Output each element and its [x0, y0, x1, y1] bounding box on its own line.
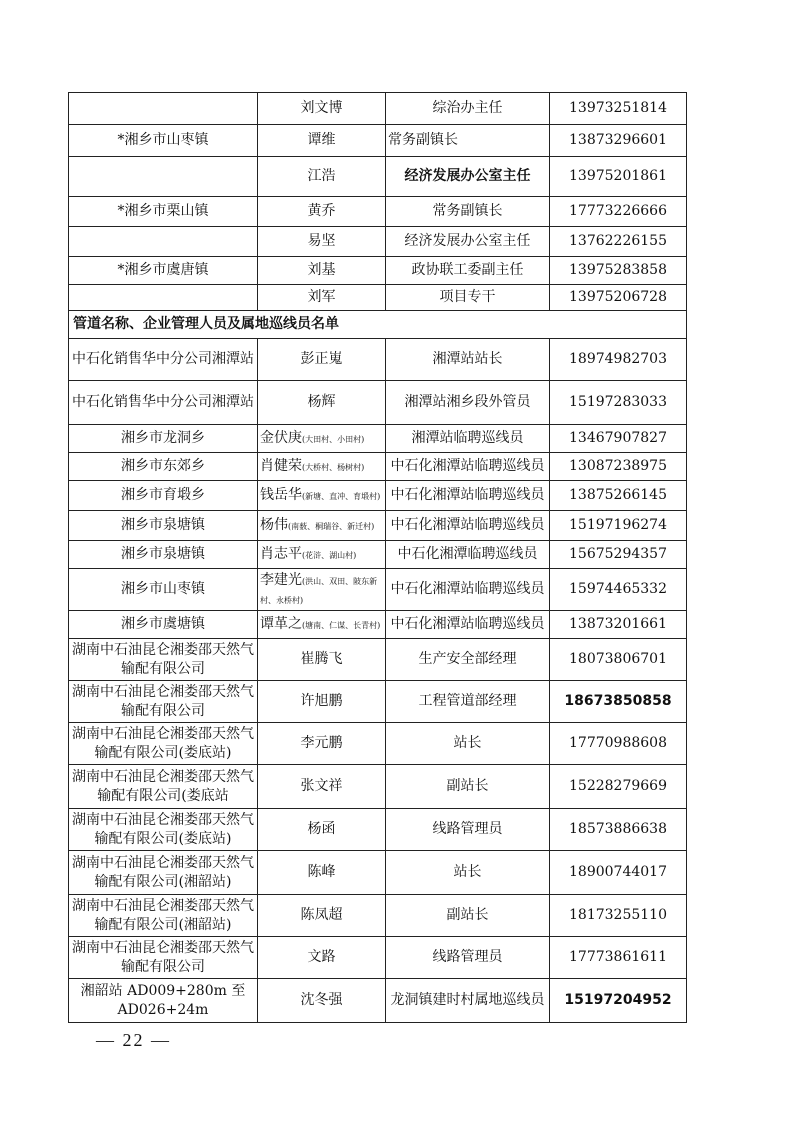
org-cell: 湘乡市育塅乡 — [69, 481, 258, 511]
title-cell: 线路管理员 — [386, 809, 550, 851]
table-row — [69, 541, 687, 569]
table-row — [69, 851, 687, 895]
phone-cell: 18073806701 — [550, 639, 687, 681]
title-cell: 副站长 — [386, 765, 550, 809]
table-row — [69, 381, 687, 425]
phone-cell: 13467907827 — [550, 425, 687, 453]
table-row — [69, 453, 687, 481]
person-name: 钱岳华 — [260, 487, 302, 503]
table-row — [69, 937, 687, 979]
name-cell: 崔腾飞 — [258, 639, 386, 681]
org-cell: 湘乡市山枣镇 — [69, 569, 258, 611]
section-row — [69, 311, 687, 339]
title-cell: 经济发展办公室主任 — [386, 227, 550, 257]
phone-cell: 17773226666 — [550, 197, 687, 227]
person-name: 肖健荣 — [260, 458, 302, 474]
org-cell: 湖南中石油昆仑湘娄邵天然气输配有限公司(娄底站) — [69, 723, 258, 765]
table-row — [69, 125, 687, 157]
org-cell: *湘乡市虞唐镇 — [69, 257, 258, 285]
name-cell: 谭维 — [258, 125, 386, 157]
title-cell: 中石化湘潭站临聘巡线员 — [386, 453, 550, 481]
phone-cell: 13873296601 — [550, 125, 687, 157]
name-cell: 黄乔 — [258, 197, 386, 227]
person-name: 李建光 — [260, 571, 302, 588]
org-cell: 湖南中石油昆仑湘娄邵天然气输配有限公司 — [69, 937, 258, 979]
org-cell: 湘乡市虞塘镇 — [69, 611, 258, 639]
name-cell: 陈峰 — [258, 851, 386, 895]
page-number: — 22 — — [96, 1030, 171, 1050]
title-cell: 站长 — [386, 723, 550, 765]
org-cell: 湖南中石油昆仑湘娄邵天然气输配有限公司(湘韶站) — [69, 895, 258, 937]
org-cell — [69, 157, 258, 197]
name-cell: 刘军 — [258, 285, 386, 311]
name-cell: 刘基 — [258, 257, 386, 285]
phone-cell: 13762226155 — [550, 227, 687, 257]
org-cell: 湘乡市龙洞乡 — [69, 425, 258, 453]
title-cell: 线路管理员 — [386, 937, 550, 979]
phone-cell: 13873201661 — [550, 611, 687, 639]
village-note: (新塘、直冲、育塅村) — [302, 492, 381, 501]
village-note: (塘南、仁谋、长青村) — [302, 621, 381, 630]
org-cell — [69, 227, 258, 257]
title-cell: 经济发展办公室主任 — [386, 157, 550, 197]
title-cell: 中石化湘潭站临聘巡线员 — [386, 511, 550, 541]
org-cell: 湖南中石油昆仑湘娄邵天然气输配有限公司 — [69, 639, 258, 681]
village-note: (洪山、双田、陂东新村、永桥村) — [260, 576, 378, 605]
title-cell: 常务副镇长 — [386, 197, 550, 227]
table-row — [69, 511, 687, 541]
name-cell — [258, 481, 386, 511]
phone-cell: 15197283033 — [550, 381, 687, 425]
name-cell: 李元鹏 — [258, 723, 386, 765]
phone-cell: 18573886638 — [550, 809, 687, 851]
contact-table — [68, 92, 687, 1023]
title-cell: 常务副镇长 — [386, 125, 550, 157]
org-cell: 湖南中石油昆仑湘娄邵天然气输配有限公司(湘韶站) — [69, 851, 258, 895]
name-cell: 杨函 — [258, 809, 386, 851]
table-row — [69, 723, 687, 765]
table-row — [69, 681, 687, 723]
org-cell — [69, 285, 258, 311]
phone-cell: 17773861611 — [550, 937, 687, 979]
section-title: 管道名称、企业管理人员及属地巡线员名单 — [69, 311, 687, 339]
title-cell: 工程管道部经理 — [386, 681, 550, 723]
name-cell: 许旭鹏 — [258, 681, 386, 723]
table-row — [69, 157, 687, 197]
title-cell: 生产安全部经理 — [386, 639, 550, 681]
phone-cell: 17770988608 — [550, 723, 687, 765]
table-row — [69, 339, 687, 381]
table-row — [69, 481, 687, 511]
title-cell: 站长 — [386, 851, 550, 895]
table-row — [69, 93, 687, 125]
phone-cell: 13973251814 — [550, 93, 687, 125]
phone-cell: 15675294357 — [550, 541, 687, 569]
phone-cell: 18974982703 — [550, 339, 687, 381]
title-cell: 中石化湘潭站临聘巡线员 — [386, 611, 550, 639]
name-cell — [258, 541, 386, 569]
table-row — [69, 569, 687, 611]
title-cell: 中石化湘潭临聘巡线员 — [386, 541, 550, 569]
title-cell: 综治办主任 — [386, 93, 550, 125]
org-cell: 湘乡市东郊乡 — [69, 453, 258, 481]
title-cell: 龙洞镇建时村属地巡线员 — [386, 979, 550, 1023]
phone-cell: 13875266145 — [550, 481, 687, 511]
phone-cell: 15228279669 — [550, 765, 687, 809]
name-cell: 刘文博 — [258, 93, 386, 125]
village-note: (南薮、桐瑞谷、新迁村) — [288, 522, 375, 531]
org-cell: 湘乡市泉塘镇 — [69, 511, 258, 541]
phone-cell: 15974465332 — [550, 569, 687, 611]
name-cell: 文路 — [258, 937, 386, 979]
title-cell: 政协联工委副主任 — [386, 257, 550, 285]
title-cell: 中石化湘潭站临聘巡线员 — [386, 481, 550, 511]
name-cell: 杨辉 — [258, 381, 386, 425]
phone-cell: 13975201861 — [550, 157, 687, 197]
name-cell — [258, 611, 386, 639]
table-row — [69, 425, 687, 453]
phone-cell: 18900744017 — [550, 851, 687, 895]
name-cell — [258, 569, 386, 611]
person-name: 杨伟 — [260, 517, 288, 533]
phone-cell: 18673850858 — [550, 681, 687, 723]
phone-cell: 13975206728 — [550, 285, 687, 311]
name-cell: 彭正嵬 — [258, 339, 386, 381]
table-row — [69, 639, 687, 681]
phone-cell: 15197204952 — [550, 979, 687, 1023]
title-cell: 项目专干 — [386, 285, 550, 311]
name-cell: 易坚 — [258, 227, 386, 257]
person-name: 谭革之 — [260, 616, 302, 632]
org-cell: 湖南中石油昆仑湘娄邵天然气输配有限公司 — [69, 681, 258, 723]
org-cell: *湘乡市栗山镇 — [69, 197, 258, 227]
org-cell: 中石化销售华中分公司湘潭站 — [69, 339, 258, 381]
person-name: 金伏庚 — [260, 430, 302, 446]
name-cell — [258, 425, 386, 453]
title-cell: 湘潭站站长 — [386, 339, 550, 381]
title-cell: 湘潭站临聘巡线员 — [386, 425, 550, 453]
org-cell: 中石化销售华中分公司湘潭站 — [69, 381, 258, 425]
table-row — [69, 257, 687, 285]
name-cell: 张文祥 — [258, 765, 386, 809]
org-cell: 湘韶站 AD009+280m 至 AD026+24m — [69, 979, 258, 1023]
table-row — [69, 895, 687, 937]
phone-cell: 13975283858 — [550, 257, 687, 285]
table-row — [69, 227, 687, 257]
table-row — [69, 197, 687, 227]
title-cell: 湘潭站湘乡段外管员 — [386, 381, 550, 425]
table-row — [69, 979, 687, 1023]
name-cell — [258, 453, 386, 481]
org-cell: *湘乡市山枣镇 — [69, 125, 258, 157]
person-name: 肖志平 — [260, 546, 302, 562]
org-cell — [69, 93, 258, 125]
name-cell — [258, 511, 386, 541]
phone-cell: 15197196274 — [550, 511, 687, 541]
title-cell: 中石化湘潭站临聘巡线员 — [386, 569, 550, 611]
name-cell: 沈冬强 — [258, 979, 386, 1023]
village-note: (大桥村、杨树村) — [302, 463, 365, 472]
village-note: (花浒、湖山村) — [302, 551, 357, 560]
phone-cell: 13087238975 — [550, 453, 687, 481]
name-cell: 陈凤超 — [258, 895, 386, 937]
table-row — [69, 765, 687, 809]
table-row — [69, 809, 687, 851]
phone-cell: 18173255110 — [550, 895, 687, 937]
title-cell: 副站长 — [386, 895, 550, 937]
table-row — [69, 285, 687, 311]
org-cell: 湖南中石油昆仑湘娄邵天然气输配有限公司(娄底站 — [69, 765, 258, 809]
name-cell: 江浩 — [258, 157, 386, 197]
org-cell: 湘乡市泉塘镇 — [69, 541, 258, 569]
table-row — [69, 611, 687, 639]
org-cell: 湖南中石油昆仑湘娄邵天然气输配有限公司(娄底站) — [69, 809, 258, 851]
village-note: (大田村、小田村) — [302, 435, 365, 444]
